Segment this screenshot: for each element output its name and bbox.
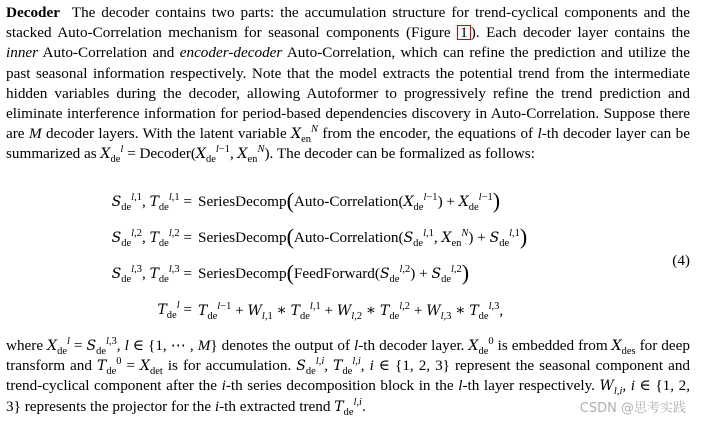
watermark-text: CSDN @思考实践	[579, 401, 686, 416]
math-x-de-0: $X_{de}^0$	[468, 335, 494, 358]
section-heading: Decoder	[6, 4, 60, 21]
body-text: The decoder contains two parts: the accumulation structure for trend-cyclical components and the stacked Auto-Correlation mechanism for seasonal components (Figure	[6, 4, 691, 42]
math-decoder-def: $X_{de}^l$ = $Decoder(X_{de}^{l-1}$, $X_{en}^N$)	[100, 144, 270, 166]
math-x-des: $X_{des}$	[611, 338, 636, 358]
emphasis-encoder-decoder: encoder-decoder	[179, 44, 283, 62]
body-text: decoder layers. With the latent variable	[41, 125, 292, 143]
body-text: Auto-Correlation, which can refine the prediction and utilize the past seasonal information respectively. Note that the model extracts the potential trend from the intermediate hidden variables during the decoder, allowing Autoformer to progressively refine the trend prediction and eliminate interference information for period-based dependencies discovery in Auto-Correlation. Suppose there are	[6, 44, 690, 143]
body-text: ). Each decoder layer contains the	[470, 24, 691, 42]
math-x-en: $X_{en}^N$	[291, 124, 319, 146]
equation-block: $S_{de}^{l,1}$, $T_{de}^{l,1}$ = $SeriesDecomp(Auto-Correlation(X_{de}^{l-1}) + X_{de}^{l-1})$ $S_{de}^{l,2}$, $T_{de}^{l,2}$ = $SeriesDecomp(Auto-Correlation(S_{de}^{l,1}$, $X_{en}^N) + S_{de}^{l,1}$) $S_{de}^{l,3}$, $T_{de}^{l,3}$ = $SeriesDecomp(FeedForward(S_{de}^{l,2}) + S_{de}^{l,2})$ $T_{de}^l$ = $T_{de}^{l-1} + W_{l,1}$ ∗ $T_{de}^{l,1} + W_{l,2}$ ∗ $T_{de}^{l,2} + W_{l,3}$ ∗ $T_{de}^{l,3}$, (4)	[111, 188, 690, 323]
math-components: $S_{de}^{l,i}$, $T_{de}^{l,i}$, i ∈ {1, 2, 3}	[296, 356, 450, 378]
math-l: l	[537, 125, 542, 143]
body-text: from the encoder, the equations of	[318, 125, 538, 143]
math-output-def: $X_{de}^l = S_{de}^{l,3}$, l ∈ {1, ⋯ , M}	[47, 335, 218, 358]
figure-reference-link[interactable]: 1	[457, 25, 471, 40]
equation-number: (4)	[672, 252, 690, 269]
body-text: -th decoder layer can be summarized as	[6, 125, 690, 163]
closing-paragraph: where $X_{de}^l = S_{de}^{l,3}$, l ∈ {1, ⋯ , M} denotes the output of l-th decoder layer. $X_{de}^0$ is embedded from $X_{des}$ for deep transform and $T_{de}^0 = X_{det}$ is for accumulation. $S_{de}^{l,i}$, $T_{de}^{l,i}$, i ∈ {1, 2, 3} represent the seasonal component and trend-cyclical component after the i-th series decomposition block in the l-th layer respectively. $W_{l,i}$, i ∈ {1, 2, 3} represents the projector for the i-th extracted trend $T_{de}^{l,i}$.	[6, 335, 691, 418]
body-text: . The decoder can be formalized as follows:	[269, 145, 535, 163]
math-M: M	[28, 125, 42, 143]
body-text: Auto-Correlation and	[38, 44, 180, 62]
emphasis-inner: inner	[6, 44, 39, 62]
math-projector: $W_{l,i}$, i ∈ {1, 2, 3}	[6, 377, 690, 415]
math-trend: $T_{de}^{l,i}$.	[334, 396, 366, 418]
math-t-de-0: $T_{de}^0 = X_{det}$	[96, 356, 163, 378]
decoder-paragraph	[6, 3, 690, 165]
